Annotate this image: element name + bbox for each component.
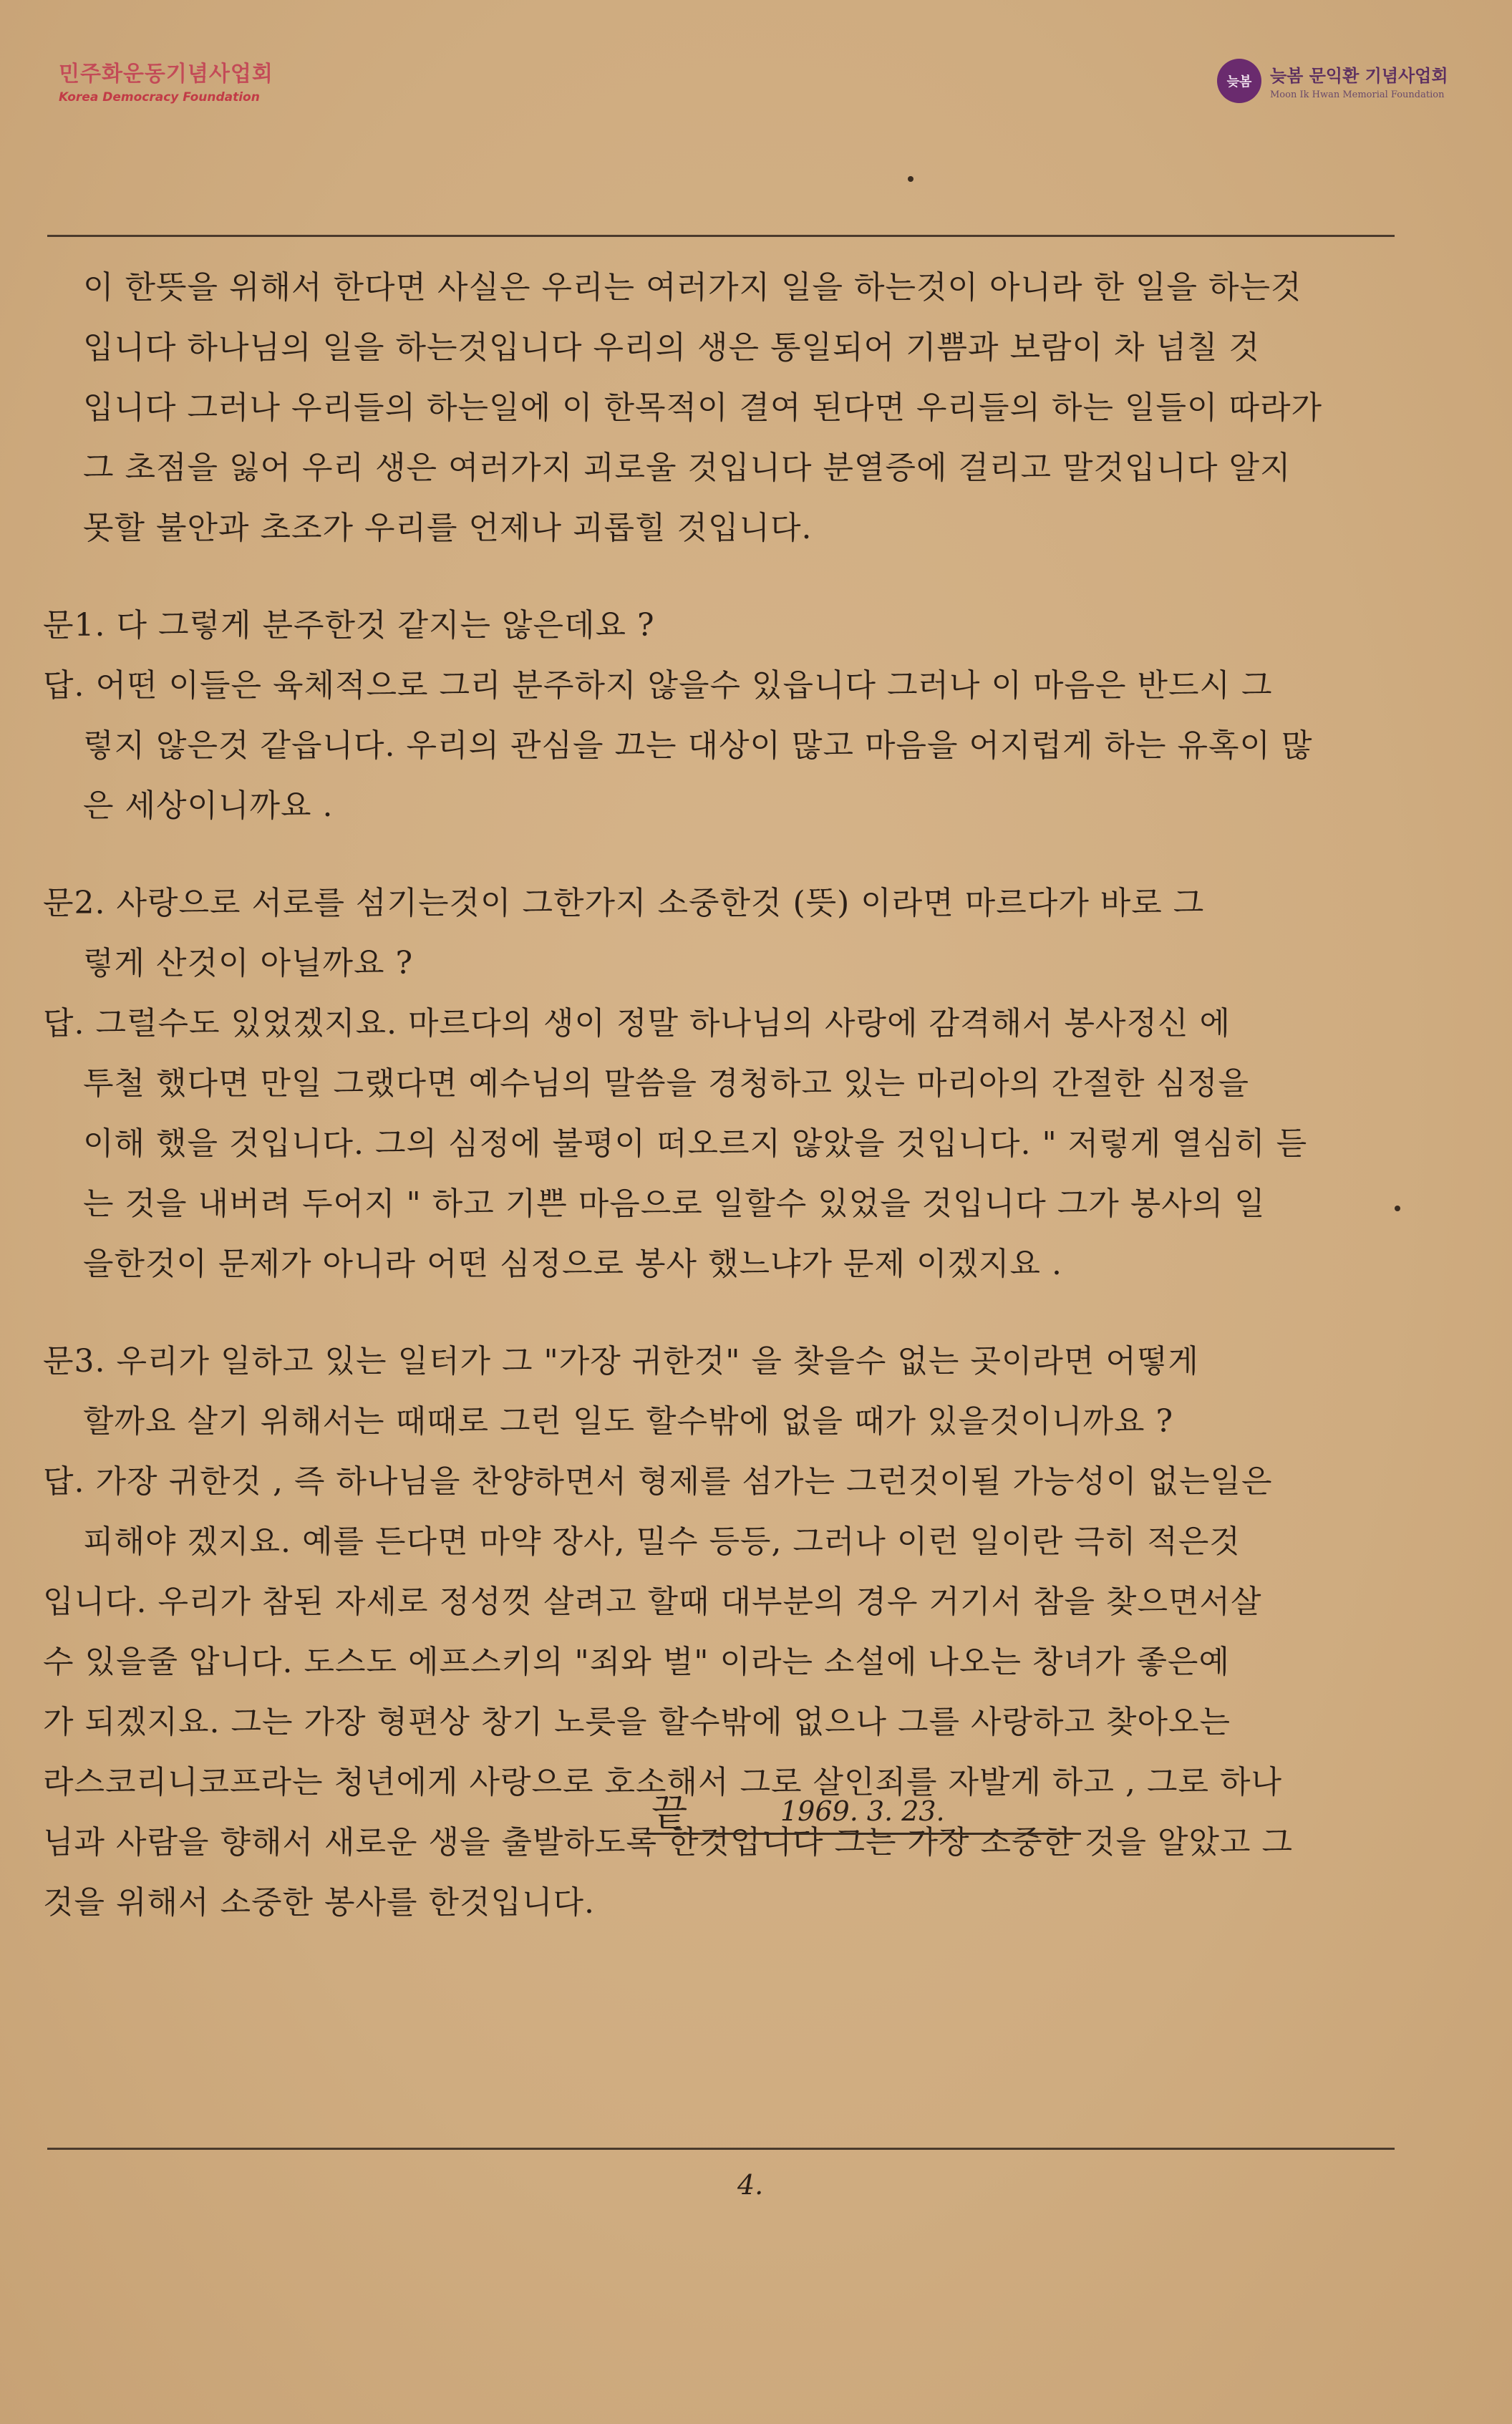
intro-line: 못할 불안과 초조가 우리를 언제나 괴롭힐 것입니다. bbox=[83, 510, 813, 546]
right-logo-korean: 늦봄 문익환 기념사업회 bbox=[1270, 66, 1448, 86]
ink-speck bbox=[1395, 1206, 1400, 1211]
intro-line: 이 한뜻을 위해서 한다면 사실은 우리는 여러가지 일을 하는것이 아니라 한 일을 하는것 bbox=[83, 269, 1302, 306]
answer-3-line: 가 되겠지요. 그는 가장 형편상 창기 노릇을 할수밖에 없으나 그를 사랑하고 찾아오는 bbox=[43, 1704, 1231, 1740]
answer-1-line: 은 세상이니까요 . bbox=[83, 787, 334, 824]
answer-2-line: 는 것을 내버려 두어지 " 하고 기쁜 마음으로 일할수 있었을 것입니다 그가 봉사의 일 bbox=[83, 1186, 1266, 1222]
bottom-rule bbox=[47, 2148, 1395, 2150]
answer-3-line: 수 있을줄 압니다. 도스도 에프스키의 "죄와 벌" 이라는 소설에 나오는 창녀가 좋은예 bbox=[43, 1644, 1230, 1680]
answer-1-line: 답. 어떤 이들은 육체적으로 그리 분주하지 않을수 있읍니다 그러나 이 마음은 반드시 그 bbox=[43, 667, 1273, 704]
answer-1-line: 렇지 않은것 같읍니다. 우리의 관심을 끄는 대상이 많고 마음을 어지럽게 하는 유혹이 많 bbox=[83, 727, 1313, 764]
answer-3-line: 입니다. 우리가 참된 자세로 정성껏 살려고 할때 대부분의 경우 거기서 참을 찾으면서살 bbox=[43, 1584, 1262, 1620]
question-2-line: 문2. 사랑으로 서로를 섬기는것이 그한가지 소중한것 (뜻) 이라면 마르다가 바로 그 bbox=[43, 885, 1205, 921]
ink-speck bbox=[908, 176, 914, 182]
answer-2-line: 을한것이 문제가 아니라 어떤 심정으로 봉사 했느냐가 문제 이겠지요 . bbox=[83, 1246, 1062, 1282]
left-logo-english: Korea Democracy Foundation bbox=[59, 90, 260, 105]
answer-3-line: 답. 가장 귀한것 , 즉 하나님을 찬양하면서 형제를 섬가는 그런것이될 가능성이 없는일은 bbox=[43, 1463, 1273, 1500]
intro-line: 입니다 그러나 우리들의 하는일에 이 한목적이 결여 된다면 우리들의 하는 일들이 따라가 bbox=[83, 389, 1322, 426]
end-mark bbox=[644, 1783, 1081, 1835]
answer-2-line: 이해 했을 것입니다. 그의 심정에 불평이 떠오르지 않았을 것입니다. " 저렇게 열심히 듣 bbox=[83, 1125, 1308, 1162]
end-date: 1969. 3. 23. bbox=[780, 1795, 945, 1827]
answer-3-line: 님과 사람을 향해서 새로운 생을 출발하도록 한것입니다 그는 가장 소중한 것을 알았고 그 bbox=[43, 1824, 1293, 1861]
answer-3-line: 라스코리니코프라는 청년에게 사랑으로 호소해서 그로 살인죄를 자발게 하고 , 그로 하나 bbox=[43, 1764, 1282, 1800]
end-mark-text: 끝 bbox=[651, 1792, 688, 1835]
handwritten-body bbox=[43, 258, 1375, 1933]
page-number: 4. bbox=[737, 2169, 764, 2201]
answer-3-line: 피해야 겠지요. 예를 든다면 마약 장사, 밀수 등등, 그러나 이런 일이란 극히 적은것 bbox=[83, 1523, 1241, 1560]
answer-2-line: 답. 그럴수도 있었겠지요. 마르다의 생이 정말 하나님의 사랑에 감격해서 봉사정신 에 bbox=[43, 1005, 1231, 1042]
top-rule bbox=[47, 235, 1395, 237]
left-logo-korean: 민주화운동기념사업회 bbox=[59, 62, 273, 87]
question-3-line: 문3. 우리가 일하고 있는 일터가 그 "가장 귀한것" 을 찾을수 없는 곳이라면 어떻게 bbox=[43, 1343, 1199, 1380]
intro-line: 그 초점을 잃어 우리 생은 여러가지 괴로울 것입니다 분열증에 걸리고 말것입니다 알지 bbox=[83, 450, 1292, 486]
right-logo-english: Moon Ik Hwan Memorial Foundation bbox=[1270, 89, 1445, 100]
answer-3-line: 것을 위해서 소중한 봉사를 한것입니다. bbox=[43, 1884, 595, 1921]
intro-line: 입니다 하나님의 일을 하는것입니다 우리의 생은 통일되어 기쁨과 보람이 차 넘칠 것 bbox=[83, 329, 1260, 366]
question-3-line: 할까요 살기 위해서는 때때로 그런 일도 할수밖에 없을 때가 있을것이니까요 ? bbox=[83, 1403, 1174, 1440]
neutbom-emblem-icon: 늦봄 bbox=[1217, 59, 1261, 103]
korea-democracy-foundation-logo bbox=[59, 56, 273, 105]
question-1: 문1. 다 그렇게 분주한것 같지는 않은데요 ? bbox=[43, 607, 655, 644]
answer-2-line: 투철 했다면 만일 그랬다면 예수님의 말씀을 경청하고 있는 마리아의 간절한 심정을 bbox=[83, 1065, 1249, 1102]
moon-ik-hwan-foundation-logo bbox=[1217, 59, 1448, 103]
question-2-line: 렇게 산것이 아닐까요 ? bbox=[83, 945, 414, 981]
